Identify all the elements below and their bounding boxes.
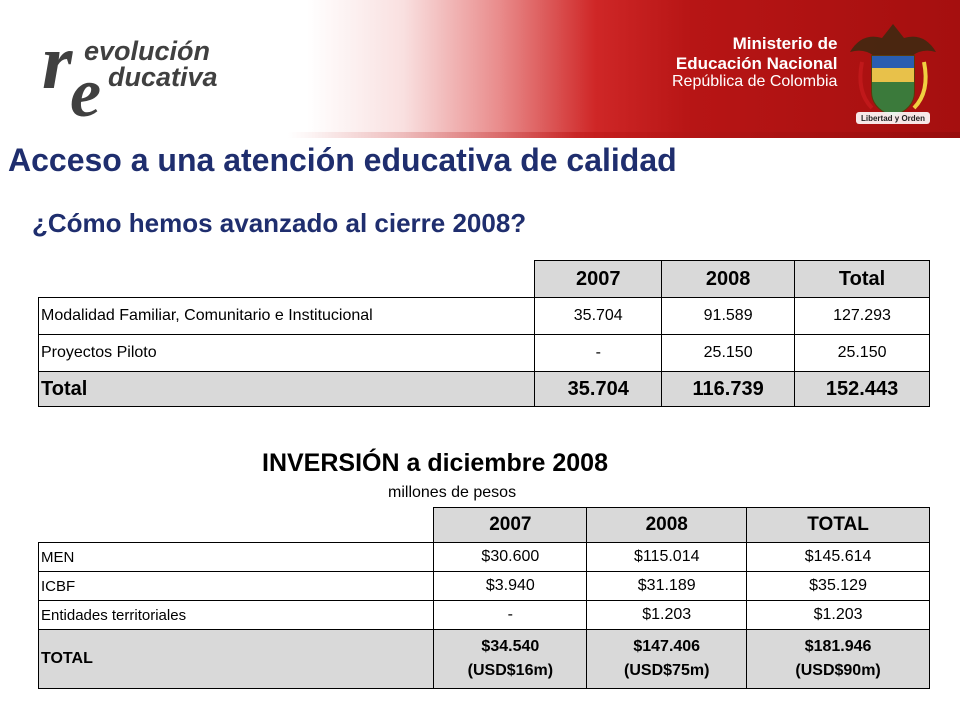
cell-2007: 35.704 — [535, 298, 662, 335]
row-label: ICBF — [39, 572, 434, 601]
revolucion-educativa-logo — [40, 18, 270, 118]
investment-table — [38, 507, 930, 689]
total-total-cop: $181.946 — [804, 638, 872, 655]
ministry-line-1: Ministerio de — [732, 34, 838, 53]
investment-title: INVERSIÓN a diciembre 2008 — [262, 449, 608, 477]
total-2008: 116.739 — [662, 372, 795, 407]
row-label: Modalidad Familiar, Comunitario e Institucional — [39, 298, 535, 335]
cell-2007: $3.940 — [434, 572, 587, 601]
total-2007-usd: (USD$16m) — [467, 662, 554, 679]
ministry-line-3: República de Colombia — [672, 73, 838, 91]
table-row — [39, 601, 930, 630]
svg-text:Libertad y Orden: Libertad y Orden — [860, 114, 926, 123]
cell-2007: $30.600 — [434, 543, 587, 572]
cell-total: $1.203 — [747, 601, 930, 630]
cell-2008: $115.014 — [587, 543, 747, 572]
total-row — [39, 372, 930, 407]
row-label: MEN — [39, 543, 434, 572]
row-label: Entidades territoriales — [39, 601, 434, 630]
total-2008-cop: $147.406 — [633, 638, 701, 655]
investment-subtitle: millones de pesos — [388, 484, 517, 501]
header-spacer — [39, 508, 434, 543]
total-total-usd: (USD$90m) — [795, 662, 881, 679]
page-subtitle: ¿Cómo hemos avanzado al cierre 2008? — [32, 208, 527, 238]
coverage-table-header — [39, 261, 930, 298]
total-row — [39, 630, 930, 689]
coverage-table — [38, 260, 930, 407]
colombia-coat-of-arms — [842, 12, 944, 130]
cell-2008: $31.189 — [587, 572, 747, 601]
total-2008 — [587, 630, 747, 689]
cell-total: $35.129 — [747, 572, 930, 601]
svg-text:r: r — [42, 18, 73, 105]
header-total: TOTAL — [747, 508, 930, 543]
ministry-name — [672, 34, 837, 91]
cell-total: 127.293 — [795, 298, 930, 335]
cell-2007: - — [434, 601, 587, 630]
total-2007 — [434, 630, 587, 689]
table-row — [39, 335, 930, 372]
investment-table-header — [39, 508, 930, 543]
cell-2008: 25.150 — [662, 335, 795, 372]
header-2007: 2007 — [434, 508, 587, 543]
cell-2008: 91.589 — [662, 298, 795, 335]
total-2008-usd: (USD$75m) — [624, 662, 710, 679]
ministry-line-2: Educación Nacional — [675, 53, 838, 73]
total-2007: 35.704 — [535, 372, 662, 407]
header-total: Total — [795, 261, 930, 298]
header-banner — [0, 0, 960, 138]
cell-total: $145.614 — [747, 543, 930, 572]
svg-text:ducativa: ducativa — [108, 62, 218, 92]
row-label: Proyectos Piloto — [39, 335, 535, 372]
header-2007: 2007 — [535, 261, 662, 298]
header-2008: 2008 — [587, 508, 747, 543]
svg-text:e: e — [70, 55, 102, 118]
header-2008: 2008 — [662, 261, 795, 298]
cell-2007: - — [535, 335, 662, 372]
cell-total: 25.150 — [795, 335, 930, 372]
cell-2008: $1.203 — [587, 601, 747, 630]
table-row — [39, 543, 930, 572]
total-label: Total — [39, 372, 535, 407]
total-label: TOTAL — [39, 630, 434, 689]
table-row — [39, 572, 930, 601]
total-total: 152.443 — [795, 372, 930, 407]
table-row — [39, 298, 930, 335]
header-spacer — [39, 261, 535, 298]
total-total — [747, 630, 930, 689]
svg-text:evolución: evolución — [84, 36, 211, 66]
total-2007-cop: $34.540 — [481, 638, 540, 655]
page-title: Acceso a una atención educativa de calidad — [8, 142, 677, 178]
